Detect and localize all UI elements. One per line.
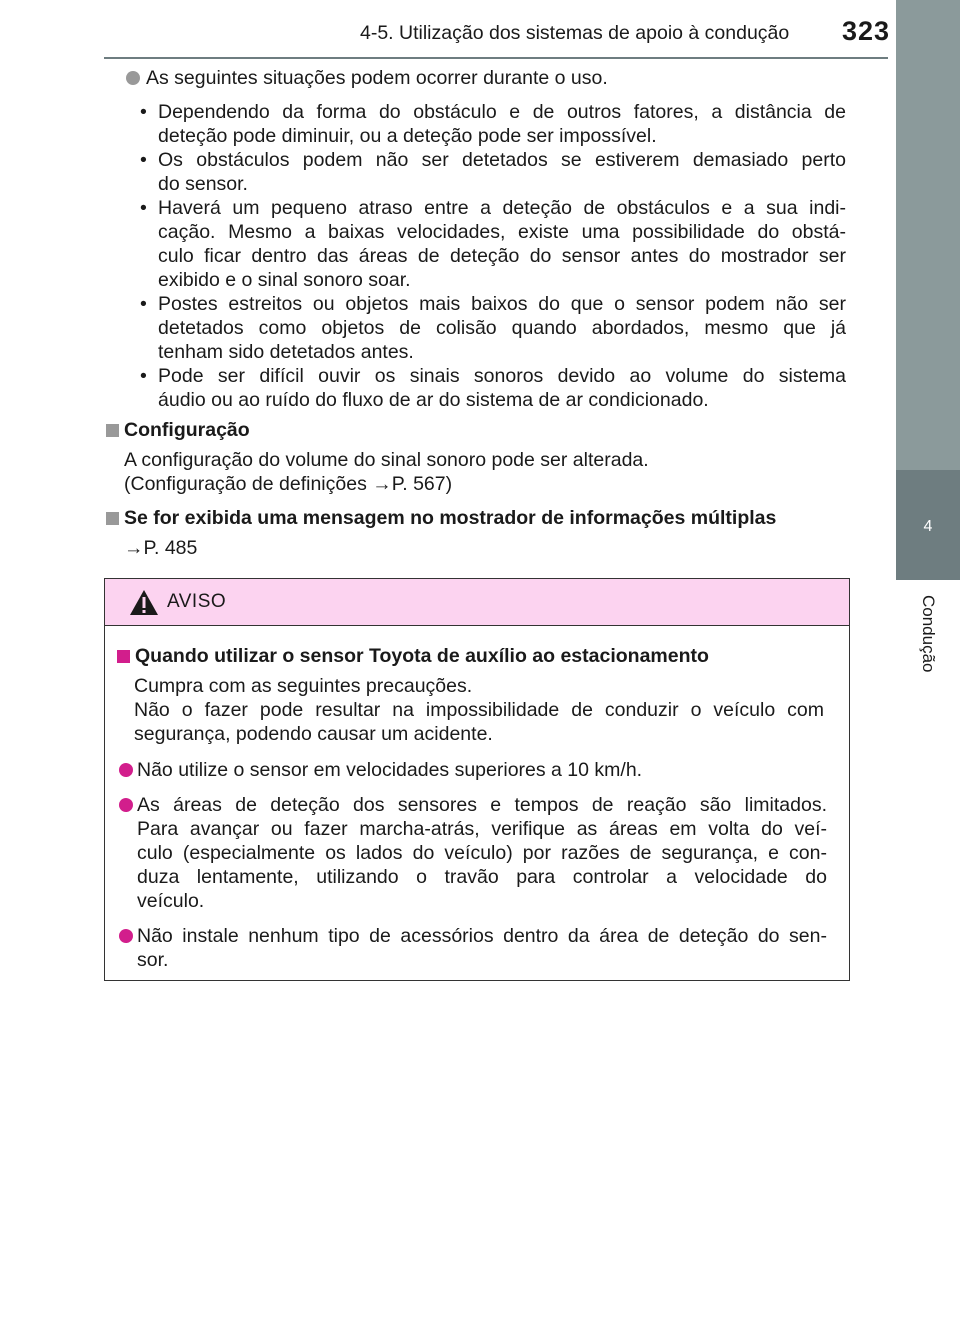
chapter-title: 4-5. Utilização dos sistemas de apoio à condução [360, 22, 790, 44]
bullet-mark: • [140, 197, 147, 219]
warning-item-line: As áreas de deteção dos sensores e tempos de reação são limitados. [137, 794, 827, 816]
message-heading [104, 506, 846, 530]
warning-items [117, 758, 827, 972]
warning-item [117, 793, 827, 913]
bullet-mark: • [140, 101, 147, 123]
bullet-dot-icon [119, 798, 133, 812]
config-heading-text: Configuração [124, 419, 250, 441]
config-line1: A configuração do volume do sinal sonoro pode ser alterada. [124, 449, 649, 471]
side-chapter-tab [896, 0, 960, 1340]
warning-item-line: culo (especialmente os lados do veículo) por razões de segurança, e con- [137, 842, 827, 864]
warning-intro-line: Cumpra com as seguintes precauções. [134, 675, 473, 697]
tab-band-top [896, 0, 960, 470]
intro-bullet-item [138, 100, 846, 148]
warning-item-line: duza lentamente, utilizando o travão para controlar a velocidade do [137, 866, 827, 888]
bullet-mark: • [140, 149, 147, 171]
bullet-line: áudio ou ao ruído do fluxo de ar do sistema de ar condicionado. [158, 389, 709, 411]
tab-chapter-number: 4 [923, 518, 933, 535]
warning-item-line: veículo. [137, 890, 205, 912]
warning-item-line: Para avançar ou fazer marcha-atrás, verifique as áreas em volta do veí- [137, 818, 827, 840]
section-square-icon [117, 650, 130, 663]
intro-bullet-item [138, 364, 846, 412]
bullet-line: Pode ser difícil ouvir os sinais sonoros devido ao volume do sistema [158, 365, 846, 387]
main-content [104, 66, 846, 560]
warning-heading [117, 644, 827, 668]
bullet-line: Dependendo da forma do obstáculo e de outros fatores, a distância de [158, 101, 846, 123]
warning-item-line: sor. [137, 949, 169, 971]
message-ref: →P. 485 [124, 537, 198, 559]
bullet-line: cação. Mesmo a baixas velocidades, existe uma possibilidade do obstá- [158, 221, 846, 243]
intro-lead-text: As seguintes situações podem ocorrer durante o uso. [146, 67, 608, 89]
bullet-line: exibido e o sinal sonoro soar. [158, 269, 411, 291]
warning-item-line: Não utilize o sensor em velocidades superiores a 10 km/h. [137, 759, 643, 781]
warning-heading-text: Quando utilizar o sensor Toyota de auxílio ao estacionamento [135, 645, 709, 667]
warning-item-line: Não instale nenhum tipo de acessórios dentro da área de deteção do sen- [137, 925, 827, 947]
bullet-line: culo ficar dentro das áreas de deteção do sensor antes do mostrador ser [158, 245, 846, 267]
section-square-icon [106, 424, 119, 437]
warning-label: AVISO [167, 591, 227, 612]
bullet-line: Haverá um pequeno atraso entre a deteção de obstáculos e a sua indi- [158, 197, 846, 219]
warning-intro-line: Não o fazer pode resultar na impossibilidade de conduzir o veículo com [134, 699, 824, 721]
warning-item [117, 924, 827, 972]
bullet-dot-icon [126, 71, 140, 85]
bullet-line: do sensor. [158, 173, 248, 195]
intro-bullet-item [138, 196, 846, 292]
warning-intro [134, 674, 827, 746]
bullet-line: Os obstáculos podem não ser detetados se estiverem demasiado perto [158, 149, 846, 171]
bullet-line: deteção pode diminuir, ou a deteção pode ser impossível. [158, 125, 657, 147]
bullet-line: Postes estreitos ou objetos mais baixos do que o sensor podem não ser [158, 293, 846, 315]
config-line2: (Configuração de definições →P. 567) [124, 473, 453, 495]
bullet-line: detetados como objetos de colisão quando abordados, mesmo que já [158, 317, 846, 339]
intro-bullet-item [138, 148, 846, 196]
header-rule [104, 57, 888, 59]
bullet-mark: • [140, 293, 147, 315]
warning-intro-line: segurança, podendo causar um acidente. [134, 723, 493, 745]
intro-lead [104, 66, 846, 90]
config-heading [104, 418, 846, 442]
section-square-icon [106, 512, 119, 525]
message-heading-text: Se for exibida uma mensagem no mostrador de informações múltiplas [124, 507, 777, 529]
intro-bullets [104, 100, 846, 412]
tab-chapter-label: Condução [919, 595, 938, 673]
bullet-line: tenham sido detetados antes. [158, 341, 414, 363]
bullet-mark: • [140, 365, 147, 387]
warning-triangle-icon [129, 589, 159, 616]
bullet-dot-icon [119, 929, 133, 943]
warning-header [105, 579, 849, 626]
warning-item [117, 758, 827, 782]
intro-bullet-item [138, 292, 846, 364]
page-number: 323 [841, 16, 890, 46]
bullet-dot-icon [119, 763, 133, 777]
warning-box [104, 578, 850, 981]
warning-body [105, 626, 849, 972]
